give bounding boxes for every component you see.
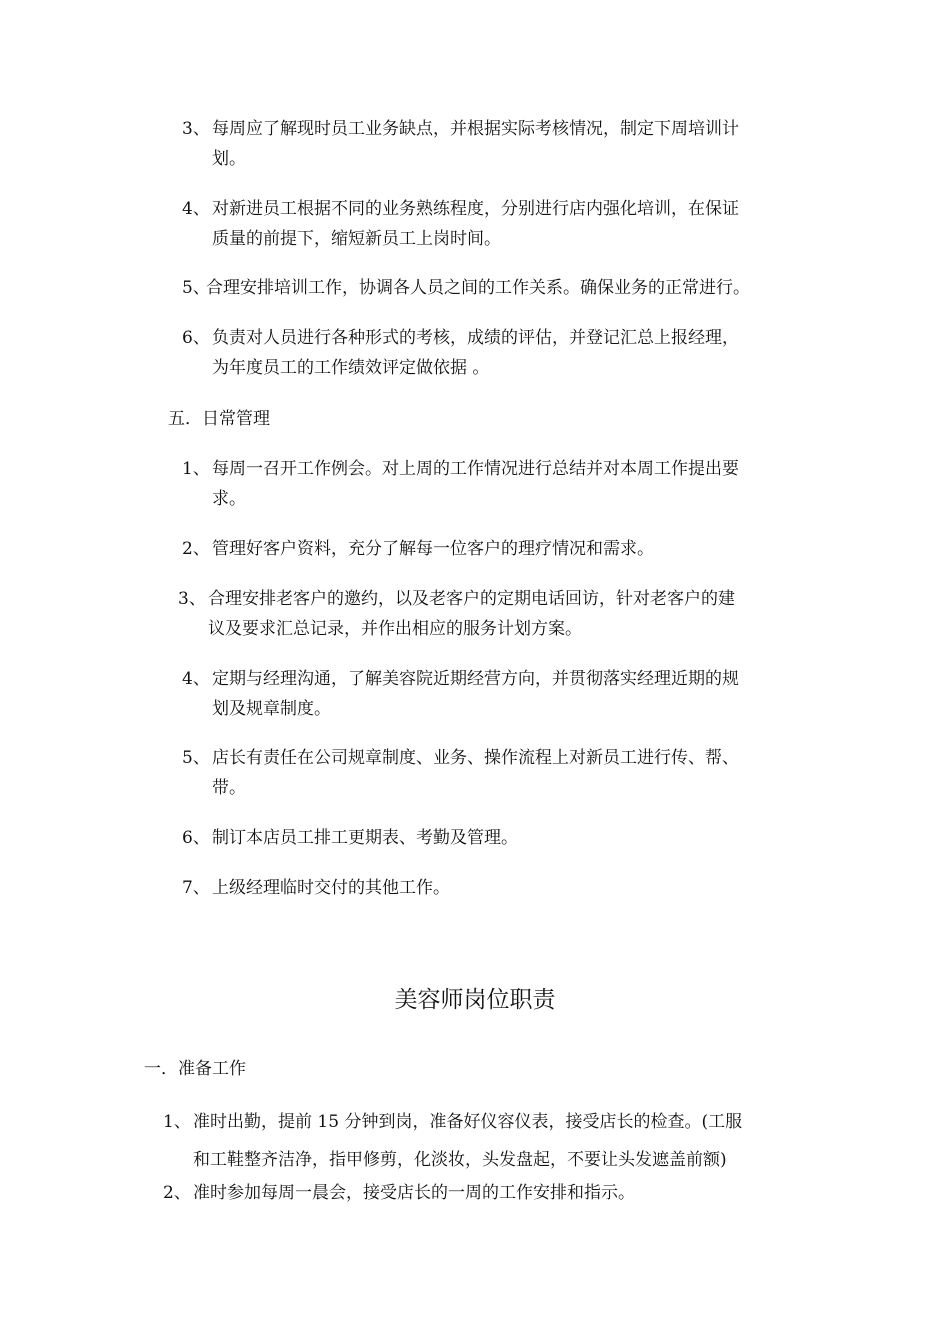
list-item [178,584,735,644]
item-text-continued: 带。 [212,778,246,798]
item-text: 管理好客户资料，充分了解每一位客户的理疗情况和需求。 [212,539,654,559]
item-text: 上级经理临时交付的其他工作。 [212,878,450,898]
item-number: 4、 [182,199,210,219]
item-number: 7、 [182,878,210,898]
item-text-continued: 为年度员工的工作绩效评定做依据 。 [212,358,490,378]
item-text: 制订本店员工排工更期表、考勤及管理。 [212,828,518,848]
item-number: 5、 [182,278,210,298]
section-heading: 五．日常管理 [168,409,270,429]
item-number: 3、 [182,119,210,139]
list-item [182,743,739,803]
item-text: 每周应了解现时员工业务缺点，并根据实际考核情况，制定下周培训计 [212,119,739,139]
list-item [182,273,750,303]
list-item [182,823,518,853]
item-text: 负责对人员进行各种形式的考核，成绩的评估，并登记汇总上报经理， [212,328,739,348]
item-text-continued: 划及规章制度。 [212,699,331,719]
item-number: 6、 [182,828,210,848]
list-item [182,664,739,724]
item-text: 准时参加每周一晨会，接受店长的一周的工作安排和指示。 [193,1183,635,1203]
item-text: 店长有责任在公司规章制度、业务、操作流程上对新员工进行传、帮、 [212,748,739,768]
item-text: 合理安排老客户的邀约，以及老客户的定期电话回访，针对老客户的建 [208,589,735,609]
item-text-continued: 划。 [212,149,246,169]
item-text-continued: 求。 [212,489,246,509]
list-item [182,873,450,903]
item-number: 2、 [182,539,210,559]
item-text: 对新进员工根据不同的业务熟练程度，分别进行店内强化培训，在保证 [212,199,739,219]
list-item [163,1178,635,1208]
item-text: 准时出勤，提前 15 分钟到岗，准备好仪容仪表，接受店长的检查。(工服 [193,1112,743,1132]
list-item [163,1103,742,1179]
item-number: 1、 [163,1112,191,1132]
item-text: 每周一召开工作例会。对上周的工作情况进行总结并对本周工作提出要 [212,459,739,479]
item-text: 合理安排培训工作，协调各人员之间的工作关系。确保业务的正常进行。 [206,278,750,298]
item-number: 4、 [182,669,210,689]
list-item [182,323,739,383]
item-number: 3、 [178,589,206,609]
list-item [182,534,654,564]
item-text-continued: 质量的前提下，缩短新员工上岗时间。 [212,229,501,249]
item-text: 定期与经理沟通，了解美容院近期经营方向，并贯彻落实经理近期的规 [212,669,739,689]
list-item [182,194,739,254]
item-number: 2、 [163,1183,191,1203]
list-item [182,454,739,514]
item-number: 5、 [182,748,210,768]
list-item [182,114,739,174]
item-number: 6、 [182,328,210,348]
section-heading: 一．准备工作 [144,1059,246,1079]
page-title: 美容师岗位职责 [394,987,556,1013]
item-number: 1、 [182,459,210,479]
item-text-continued: 和工鞋整齐洁净，指甲修剪，化淡妆，头发盘起，不要让头发遮盖前额) [193,1150,727,1170]
item-text-continued: 议及要求汇总记录，并作出相应的服务计划方案。 [208,619,582,639]
